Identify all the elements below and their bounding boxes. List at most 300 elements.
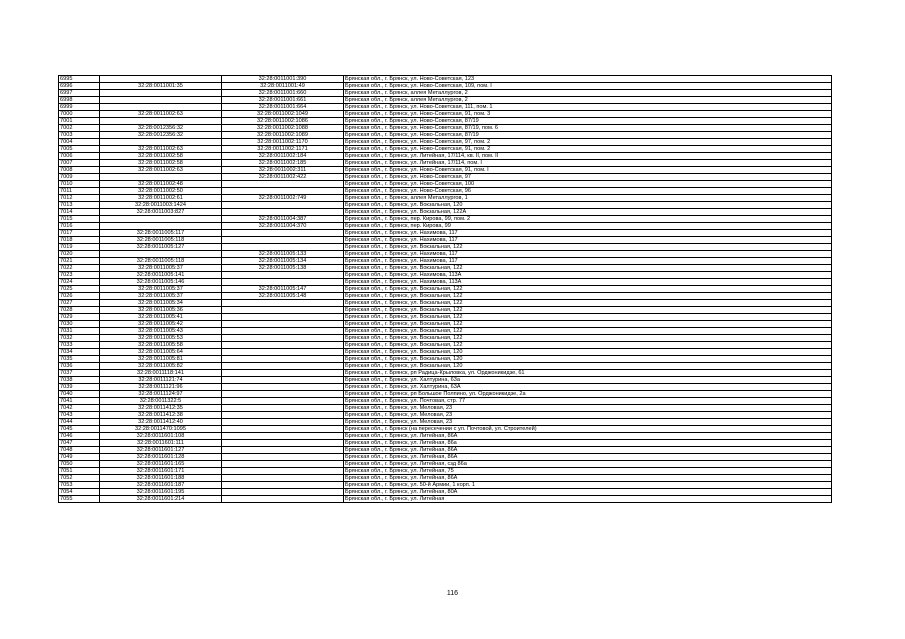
land-cadastral-number-cell: 32:28:0011005:118 bbox=[100, 258, 222, 265]
land-cadastral-number-cell: 32:28:0011601:108 bbox=[100, 433, 222, 440]
land-cadastral-number-cell: 32:28:0011601:171 bbox=[100, 468, 222, 475]
address-cell: Брянская обл., г. Брянск, аллея Металлургов, 2 bbox=[344, 97, 832, 104]
row-number-cell: 7017 bbox=[59, 230, 100, 237]
land-cadastral-number-cell bbox=[100, 118, 222, 125]
object-cadastral-number-cell bbox=[222, 230, 344, 237]
table-row bbox=[59, 342, 832, 349]
table-row bbox=[59, 377, 832, 384]
land-cadastral-number-cell: 32:28:0011118:141 bbox=[100, 370, 222, 377]
object-cadastral-number-cell bbox=[222, 307, 344, 314]
object-cadastral-number-cell bbox=[222, 496, 344, 503]
table-row bbox=[59, 335, 832, 342]
row-number-cell: 7052 bbox=[59, 475, 100, 482]
row-number-cell: 7041 bbox=[59, 398, 100, 405]
table-row bbox=[59, 223, 832, 230]
object-cadastral-number-cell bbox=[222, 447, 344, 454]
object-cadastral-number-cell bbox=[222, 300, 344, 307]
address-cell: Брянская обл., г. Брянск, ул. Литейная, 17/114, кв. II, пом. II bbox=[344, 153, 832, 160]
land-cadastral-number-cell: 32:28:0011412:40 bbox=[100, 419, 222, 426]
row-number-cell: 7004 bbox=[59, 139, 100, 146]
address-cell: Брянская обл., г. Брянск, ул. Вокзальная, 122 bbox=[344, 286, 832, 293]
object-cadastral-number-cell: 32:28:0011002:1088 bbox=[222, 125, 344, 132]
row-number-cell: 7051 bbox=[59, 468, 100, 475]
land-cadastral-number-cell: 32:28:0011601:214 bbox=[100, 496, 222, 503]
object-cadastral-number-cell bbox=[222, 426, 344, 433]
object-cadastral-number-cell: 32:28:0011002:185 bbox=[222, 160, 344, 167]
object-cadastral-number-cell bbox=[222, 391, 344, 398]
land-cadastral-number-cell: 32:28:0011002:50 bbox=[100, 188, 222, 195]
address-cell: Брянская обл., г. Брянск, аллея Металлургов, 2 bbox=[344, 90, 832, 97]
land-cadastral-number-cell: 32:28:0011002:48 bbox=[100, 181, 222, 188]
table-row bbox=[59, 370, 832, 377]
land-cadastral-number-cell: 32:28:0011005:118 bbox=[100, 237, 222, 244]
row-number-cell: 7003 bbox=[59, 132, 100, 139]
row-number-cell: 7027 bbox=[59, 300, 100, 307]
row-number-cell: 7002 bbox=[59, 125, 100, 132]
object-cadastral-number-cell bbox=[222, 482, 344, 489]
address-cell: Брянская обл., г. Брянск, ул. Вокзальная, 122 bbox=[344, 328, 832, 335]
row-number-cell: 7050 bbox=[59, 461, 100, 468]
land-cadastral-number-cell: 32:28:0011005:146 bbox=[100, 279, 222, 286]
row-number-cell: 6995 bbox=[59, 76, 100, 83]
row-number-cell: 7055 bbox=[59, 496, 100, 503]
table-row bbox=[59, 349, 832, 356]
address-cell: Брянская обл., г. Брянск, ул. Литейная, 86а bbox=[344, 440, 832, 447]
land-cadastral-number-cell: 32:28:0011005:127 bbox=[100, 244, 222, 251]
table-row bbox=[59, 125, 832, 132]
table-row bbox=[59, 321, 832, 328]
table-row bbox=[59, 496, 832, 503]
row-number-cell: 7053 bbox=[59, 482, 100, 489]
object-cadastral-number-cell: 32:28:0011001:49 bbox=[222, 83, 344, 90]
address-cell: Брянская обл., г. Брянск, ул. Ново-Советская, 87/19, пом. 6 bbox=[344, 125, 832, 132]
address-cell: Брянская обл., г. Брянск, ул. Нахимова, 113А bbox=[344, 272, 832, 279]
address-cell: Брянская обл., г. Брянск, ул. Литейная, 17/114, пом. I bbox=[344, 160, 832, 167]
row-number-cell: 7031 bbox=[59, 328, 100, 335]
address-cell: Брянская обл., г. Брянск, рп Радица-Крыловка, ул. Орджоникидзе, 61 bbox=[344, 370, 832, 377]
object-cadastral-number-cell bbox=[222, 188, 344, 195]
land-cadastral-number-cell: 32:28:0011121:96 bbox=[100, 384, 222, 391]
address-cell: Брянская обл., г. Брянск, ул. Нахимова, 117 bbox=[344, 237, 832, 244]
table-row bbox=[59, 237, 832, 244]
table-row bbox=[59, 104, 832, 111]
address-cell: Брянская обл., г. Брянск, ул. Вокзальная, 122 bbox=[344, 244, 832, 251]
land-cadastral-number-cell bbox=[100, 104, 222, 111]
object-cadastral-number-cell: 32:28:0011002:1049 bbox=[222, 111, 344, 118]
table-row bbox=[59, 447, 832, 454]
address-cell: Брянская обл., г. Брянск, ул. Почтовая, стр. 77 bbox=[344, 398, 832, 405]
address-cell: Брянская обл., г. Брянск, ул. Литейная, сзд 86а bbox=[344, 461, 832, 468]
row-number-cell: 7009 bbox=[59, 174, 100, 181]
object-cadastral-number-cell bbox=[222, 237, 344, 244]
land-cadastral-number-cell: 32:28:0011601:195 bbox=[100, 489, 222, 496]
row-number-cell: 7007 bbox=[59, 160, 100, 167]
land-cadastral-number-cell: 32:28:0011322:5 bbox=[100, 398, 222, 405]
address-cell: Брянская обл., г. Брянск, ул. Нахимова, 117 bbox=[344, 258, 832, 265]
object-cadastral-number-cell: 32:28:0011005:133 bbox=[222, 251, 344, 258]
row-number-cell: 7025 bbox=[59, 286, 100, 293]
address-cell: Брянская обл., г. Брянск, ул. Нахимова, 117 bbox=[344, 251, 832, 258]
address-cell: Брянская обл., г. Брянск, ул. Ново-Советская, 91, пом. I bbox=[344, 167, 832, 174]
address-cell: Брянская обл., г. Брянск, ул. Ново-Советская, 96 bbox=[344, 188, 832, 195]
row-number-cell: 7029 bbox=[59, 314, 100, 321]
land-cadastral-number-cell: 32:28:0011601:111 bbox=[100, 440, 222, 447]
table-row bbox=[59, 90, 832, 97]
row-number-cell: 7040 bbox=[59, 391, 100, 398]
land-cadastral-number-cell bbox=[100, 90, 222, 97]
object-cadastral-number-cell: 32:28:0011005:148 bbox=[222, 293, 344, 300]
object-cadastral-number-cell: 32:28:0011001:664 bbox=[222, 104, 344, 111]
table-row bbox=[59, 454, 832, 461]
object-cadastral-number-cell bbox=[222, 363, 344, 370]
address-cell: Брянская обл., г. Брянск, ул. Литейная, 75 bbox=[344, 468, 832, 475]
table-row bbox=[59, 272, 832, 279]
address-cell: Брянская обл., г. Брянск, пер. Кирова, 99 bbox=[344, 223, 832, 230]
object-cadastral-number-cell: 32:28:0011002:1171 bbox=[222, 146, 344, 153]
object-cadastral-number-cell bbox=[222, 433, 344, 440]
row-number-cell: 7034 bbox=[59, 349, 100, 356]
row-number-cell: 7006 bbox=[59, 153, 100, 160]
object-cadastral-number-cell bbox=[222, 384, 344, 391]
table-row bbox=[59, 419, 832, 426]
object-cadastral-number-cell bbox=[222, 412, 344, 419]
land-cadastral-number-cell: 32:28:0011005:37 bbox=[100, 265, 222, 272]
object-cadastral-number-cell: 32:28:0011001:390 bbox=[222, 76, 344, 83]
table-row bbox=[59, 209, 832, 216]
table-row bbox=[59, 426, 832, 433]
land-cadastral-number-cell bbox=[100, 174, 222, 181]
row-number-cell: 7032 bbox=[59, 335, 100, 342]
table-row bbox=[59, 181, 832, 188]
object-cadastral-number-cell: 32:28:0011002:749 bbox=[222, 195, 344, 202]
address-cell: Брянская обл., г. Брянск, ул. Вокзальная, 122 bbox=[344, 293, 832, 300]
object-cadastral-number-cell bbox=[222, 328, 344, 335]
row-number-cell: 7018 bbox=[59, 237, 100, 244]
object-cadastral-number-cell bbox=[222, 349, 344, 356]
land-cadastral-number-cell: 32:28:0011001:35 bbox=[100, 83, 222, 90]
land-cadastral-number-cell: 32:28:0012356:32 bbox=[100, 125, 222, 132]
land-cadastral-number-cell: 32:28:0011005:53 bbox=[100, 335, 222, 342]
object-cadastral-number-cell bbox=[222, 244, 344, 251]
table-row bbox=[59, 83, 832, 90]
address-cell: Брянская обл., г. Брянск, ул. Литейная bbox=[344, 496, 832, 503]
table-row bbox=[59, 293, 832, 300]
row-number-cell: 7001 bbox=[59, 118, 100, 125]
land-cadastral-number-cell: 32:28:0011002:63 bbox=[100, 111, 222, 118]
table-row bbox=[59, 160, 832, 167]
object-cadastral-number-cell: 32:28:0011002:184 bbox=[222, 153, 344, 160]
table-row bbox=[59, 202, 832, 209]
land-cadastral-number-cell bbox=[100, 97, 222, 104]
object-cadastral-number-cell bbox=[222, 356, 344, 363]
address-cell: Брянская обл., г. Брянск, ул. Вокзальная, 120 bbox=[344, 356, 832, 363]
table-row bbox=[59, 153, 832, 160]
table-row bbox=[59, 76, 832, 83]
row-number-cell: 7024 bbox=[59, 279, 100, 286]
object-cadastral-number-cell: 32:28:0011001:661 bbox=[222, 97, 344, 104]
land-cadastral-number-cell: 32:28:0011002:63 bbox=[100, 146, 222, 153]
address-cell: Брянская обл., г. Брянск, ул. Ново-Советская, 100 bbox=[344, 181, 832, 188]
object-cadastral-number-cell bbox=[222, 321, 344, 328]
table-row bbox=[59, 111, 832, 118]
land-cadastral-number-cell: 32:28:0011005:81 bbox=[100, 356, 222, 363]
row-number-cell: 7045 bbox=[59, 426, 100, 433]
row-number-cell: 7011 bbox=[59, 188, 100, 195]
address-cell: Брянская обл., г. Брянск, ул. Меловая, 23 bbox=[344, 405, 832, 412]
address-cell: Брянская обл., г. Брянск, ул. Литейная, 80А bbox=[344, 489, 832, 496]
row-number-cell: 6997 bbox=[59, 90, 100, 97]
table-row bbox=[59, 258, 832, 265]
table-row bbox=[59, 412, 832, 419]
object-cadastral-number-cell: 32:28:0011002:422 bbox=[222, 174, 344, 181]
row-number-cell: 7010 bbox=[59, 181, 100, 188]
land-cadastral-number-cell: 32:28:0011005:42 bbox=[100, 321, 222, 328]
row-number-cell: 6996 bbox=[59, 83, 100, 90]
address-cell: Брянская обл., г. Брянск, пер. Кирова, 99, пом. 2 bbox=[344, 216, 832, 223]
row-number-cell: 7036 bbox=[59, 363, 100, 370]
land-cadastral-number-cell: 32:28:0011005:43 bbox=[100, 328, 222, 335]
object-cadastral-number-cell bbox=[222, 370, 344, 377]
object-cadastral-number-cell: 32:28:0011002:311 bbox=[222, 167, 344, 174]
land-cadastral-number-cell: 32:28:0011005:58 bbox=[100, 342, 222, 349]
row-number-cell: 7005 bbox=[59, 146, 100, 153]
object-cadastral-number-cell: 32:28:0011004:387 bbox=[222, 216, 344, 223]
table-row bbox=[59, 279, 832, 286]
land-cadastral-number-cell: 32:28:0011005:141 bbox=[100, 272, 222, 279]
address-cell: Брянская обл., г. Брянск, ул. Вокзальная, 120 bbox=[344, 349, 832, 356]
row-number-cell: 7028 bbox=[59, 307, 100, 314]
table-row bbox=[59, 405, 832, 412]
address-cell: Брянская обл., г. Брянск, ул. 50-й Армии, 1 корп. 1 bbox=[344, 482, 832, 489]
object-cadastral-number-cell bbox=[222, 419, 344, 426]
row-number-cell: 7014 bbox=[59, 209, 100, 216]
table-row bbox=[59, 139, 832, 146]
row-number-cell: 7000 bbox=[59, 111, 100, 118]
table-row bbox=[59, 97, 832, 104]
table-row bbox=[59, 216, 832, 223]
row-number-cell: 7021 bbox=[59, 258, 100, 265]
address-cell: Брянская обл., г. Брянск, ул. Вокзальная, 122 bbox=[344, 265, 832, 272]
address-cell: Брянская обл., г. Брянск, ул. Ново-Советская, 97 bbox=[344, 174, 832, 181]
address-cell: Брянская обл., г. Брянск, ул. Нахимова, 117 bbox=[344, 230, 832, 237]
row-number-cell: 7046 bbox=[59, 433, 100, 440]
land-cadastral-number-cell: 32:28:0011124:97 bbox=[100, 391, 222, 398]
object-cadastral-number-cell: 32:28:0011002:1089 bbox=[222, 132, 344, 139]
address-cell: Брянская обл., г. Брянск, ул. Вокзальная, 122А bbox=[344, 209, 832, 216]
land-cadastral-number-cell bbox=[100, 76, 222, 83]
land-cadastral-number-cell: 32:28:0011003:1424 bbox=[100, 202, 222, 209]
land-cadastral-number-cell: 32:28:0011412:35 bbox=[100, 405, 222, 412]
table-row bbox=[59, 265, 832, 272]
page-number: 116 bbox=[446, 590, 459, 597]
address-cell: Брянская обл., г. Брянск, ул. Ново-Советская, 109, пом. I bbox=[344, 83, 832, 90]
row-number-cell: 7044 bbox=[59, 419, 100, 426]
land-cadastral-number-cell: 32:28:0011002:58 bbox=[100, 153, 222, 160]
row-number-cell: 7049 bbox=[59, 454, 100, 461]
land-cadastral-number-cell bbox=[100, 139, 222, 146]
row-number-cell: 7037 bbox=[59, 370, 100, 377]
address-cell: Брянская обл., г. Брянск, ул. Вокзальная, 122 bbox=[344, 300, 832, 307]
object-cadastral-number-cell bbox=[222, 489, 344, 496]
table-row bbox=[59, 167, 832, 174]
address-cell: Брянская обл., г. Брянск, ул. Вокзальная, 122 bbox=[344, 342, 832, 349]
land-cadastral-number-cell: 32:28:0011002:61 bbox=[100, 195, 222, 202]
land-cadastral-number-cell: 32:28:0011005:41 bbox=[100, 314, 222, 321]
address-cell: Брянская обл., г. Брянск, ул. Нахимова, 113А bbox=[344, 279, 832, 286]
land-cadastral-number-cell: 32:28:0011601:188 bbox=[100, 475, 222, 482]
address-cell: Брянская обл., г. Брянск, ул. Вокзальная, 122 bbox=[344, 335, 832, 342]
land-cadastral-number-cell: 32:28:0011005:64 bbox=[100, 349, 222, 356]
table-row bbox=[59, 328, 832, 335]
land-cadastral-number-cell bbox=[100, 216, 222, 223]
table-row bbox=[59, 482, 832, 489]
object-cadastral-number-cell bbox=[222, 440, 344, 447]
land-cadastral-number-cell: 32:28:0011470:1095 bbox=[100, 426, 222, 433]
row-number-cell: 7023 bbox=[59, 272, 100, 279]
address-cell: Брянская обл., г. Брянск, ул. Вокзальная, 122 bbox=[344, 307, 832, 314]
table-row bbox=[59, 244, 832, 251]
object-cadastral-number-cell bbox=[222, 405, 344, 412]
object-cadastral-number-cell: 32:28:0011002:1170 bbox=[222, 139, 344, 146]
table-row bbox=[59, 286, 832, 293]
address-cell: Брянская обл., г. Брянск, ул. Вокзальная, 122 bbox=[344, 321, 832, 328]
address-cell: Брянская обл., г. Брянск, ул. Ново-Советская, 111, пом. 1 bbox=[344, 104, 832, 111]
object-cadastral-number-cell bbox=[222, 209, 344, 216]
object-cadastral-number-cell bbox=[222, 461, 344, 468]
address-cell: Брянская обл., г. Брянск, ул. Халтурина, 63а bbox=[344, 377, 832, 384]
table-row bbox=[59, 363, 832, 370]
land-cadastral-number-cell: 32:28:0011601:187 bbox=[100, 482, 222, 489]
address-cell: Брянская обл., г. Брянск, ул. Литейная, 86А bbox=[344, 454, 832, 461]
row-number-cell: 7039 bbox=[59, 384, 100, 391]
registry-table bbox=[58, 75, 832, 503]
address-cell: Брянская обл., г. Брянск, ул. Литейная, 86А bbox=[344, 447, 832, 454]
land-cadastral-number-cell: 32:28:0011412:38 bbox=[100, 412, 222, 419]
table-row bbox=[59, 475, 832, 482]
table-row bbox=[59, 440, 832, 447]
land-cadastral-number-cell: 32:28:0011003:827 bbox=[100, 209, 222, 216]
address-cell: Брянская обл., г. Брянск, ул. Ново-Советская, 91, пом. 3 bbox=[344, 111, 832, 118]
object-cadastral-number-cell bbox=[222, 475, 344, 482]
land-cadastral-number-cell bbox=[100, 223, 222, 230]
table-row bbox=[59, 188, 832, 195]
row-number-cell: 6998 bbox=[59, 97, 100, 104]
row-number-cell: 6999 bbox=[59, 104, 100, 111]
table-row bbox=[59, 118, 832, 125]
land-cadastral-number-cell: 32:28:0011002:63 bbox=[100, 167, 222, 174]
table-row bbox=[59, 146, 832, 153]
row-number-cell: 7020 bbox=[59, 251, 100, 258]
registry-table-body bbox=[59, 76, 832, 503]
table-row bbox=[59, 468, 832, 475]
object-cadastral-number-cell bbox=[222, 314, 344, 321]
object-cadastral-number-cell: 32:28:0011002:1086 bbox=[222, 118, 344, 125]
object-cadastral-number-cell bbox=[222, 377, 344, 384]
table-row bbox=[59, 356, 832, 363]
row-number-cell: 7048 bbox=[59, 447, 100, 454]
address-cell: Брянская обл., г. Брянск, рп Большое Полпино, ул. Орджоникидзе, 2а bbox=[344, 391, 832, 398]
object-cadastral-number-cell: 32:28:0011001:660 bbox=[222, 90, 344, 97]
row-number-cell: 7054 bbox=[59, 489, 100, 496]
row-number-cell: 7022 bbox=[59, 265, 100, 272]
land-cadastral-number-cell: 32:28:0011005:36 bbox=[100, 307, 222, 314]
object-cadastral-number-cell bbox=[222, 398, 344, 405]
land-cadastral-number-cell: 32:28:0011005:37 bbox=[100, 286, 222, 293]
land-cadastral-number-cell: 32:28:0011601:128 bbox=[100, 454, 222, 461]
table-row bbox=[59, 461, 832, 468]
object-cadastral-number-cell bbox=[222, 468, 344, 475]
table-row bbox=[59, 230, 832, 237]
object-cadastral-number-cell bbox=[222, 454, 344, 461]
object-cadastral-number-cell: 32:28:0011005:138 bbox=[222, 265, 344, 272]
address-cell: Брянская обл., г. Брянск (на пересечении с ул. Почтовой, ул. Строителей) bbox=[344, 426, 832, 433]
object-cadastral-number-cell bbox=[222, 202, 344, 209]
table-row bbox=[59, 251, 832, 258]
row-number-cell: 7016 bbox=[59, 223, 100, 230]
row-number-cell: 7043 bbox=[59, 412, 100, 419]
row-number-cell: 7038 bbox=[59, 377, 100, 384]
row-number-cell: 7015 bbox=[59, 216, 100, 223]
object-cadastral-number-cell bbox=[222, 272, 344, 279]
object-cadastral-number-cell bbox=[222, 342, 344, 349]
address-cell: Брянская обл., г. Брянск, ул. Ново-Советская, 87/19 bbox=[344, 132, 832, 139]
row-number-cell: 7026 bbox=[59, 293, 100, 300]
table-row bbox=[59, 391, 832, 398]
table-row bbox=[59, 300, 832, 307]
row-number-cell: 7042 bbox=[59, 405, 100, 412]
address-cell: Брянская обл., г. Брянск, ул. Ново-Советская, 123 bbox=[344, 76, 832, 83]
land-cadastral-number-cell: 32:28:0011002:58 bbox=[100, 160, 222, 167]
table-row bbox=[59, 433, 832, 440]
object-cadastral-number-cell: 32:28:0011004:370 bbox=[222, 223, 344, 230]
land-cadastral-number-cell: 32:28:0011005:117 bbox=[100, 230, 222, 237]
object-cadastral-number-cell: 32:28:0011005:134 bbox=[222, 258, 344, 265]
table-row bbox=[59, 195, 832, 202]
address-cell: Брянская обл., г. Брянск, ул. Литейная, 86А bbox=[344, 433, 832, 440]
land-cadastral-number-cell bbox=[100, 251, 222, 258]
row-number-cell: 7008 bbox=[59, 167, 100, 174]
row-number-cell: 7019 bbox=[59, 244, 100, 251]
land-cadastral-number-cell: 32:28:0012356:32 bbox=[100, 132, 222, 139]
row-number-cell: 7047 bbox=[59, 440, 100, 447]
table-row bbox=[59, 132, 832, 139]
address-cell: Брянская обл., г. Брянск, ул. Меловая, 23 bbox=[344, 412, 832, 419]
table-row bbox=[59, 307, 832, 314]
address-cell: Брянская обл., г. Брянск, ул. Ново-Советская, 91, пом. 2 bbox=[344, 146, 832, 153]
address-cell: Брянская обл., г. Брянск, ул. Ново-Советская, 97, пом. 2 bbox=[344, 139, 832, 146]
table-row bbox=[59, 384, 832, 391]
land-cadastral-number-cell: 32:28:0011601:127 bbox=[100, 447, 222, 454]
table-row bbox=[59, 314, 832, 321]
row-number-cell: 7030 bbox=[59, 321, 100, 328]
address-cell: Брянская обл., г. Брянск, ул. Вокзальная, 122 bbox=[344, 314, 832, 321]
address-cell: Брянская обл., г. Брянск, ул. Вокзальная, 120 bbox=[344, 202, 832, 209]
table-row bbox=[59, 174, 832, 181]
table-row bbox=[59, 489, 832, 496]
land-cadastral-number-cell: 32:28:0011121:74 bbox=[100, 377, 222, 384]
address-cell: Брянская обл., г. Брянск, ул. Халтурина, 63А bbox=[344, 384, 832, 391]
address-cell: Брянская обл., г. Брянск, аллея Металлургов, 1 bbox=[344, 195, 832, 202]
land-cadastral-number-cell: 32:28:0011005:37 bbox=[100, 293, 222, 300]
land-cadastral-number-cell: 32:28:0011005:34 bbox=[100, 300, 222, 307]
object-cadastral-number-cell bbox=[222, 279, 344, 286]
object-cadastral-number-cell bbox=[222, 181, 344, 188]
object-cadastral-number-cell: 32:28:0011005:147 bbox=[222, 286, 344, 293]
address-cell: Брянская обл., г. Брянск, ул. Ново-Советская, 87/19 bbox=[344, 118, 832, 125]
address-cell: Брянская обл., г. Брянск, ул. Меловая, 23 bbox=[344, 419, 832, 426]
object-cadastral-number-cell bbox=[222, 335, 344, 342]
row-number-cell: 7033 bbox=[59, 342, 100, 349]
